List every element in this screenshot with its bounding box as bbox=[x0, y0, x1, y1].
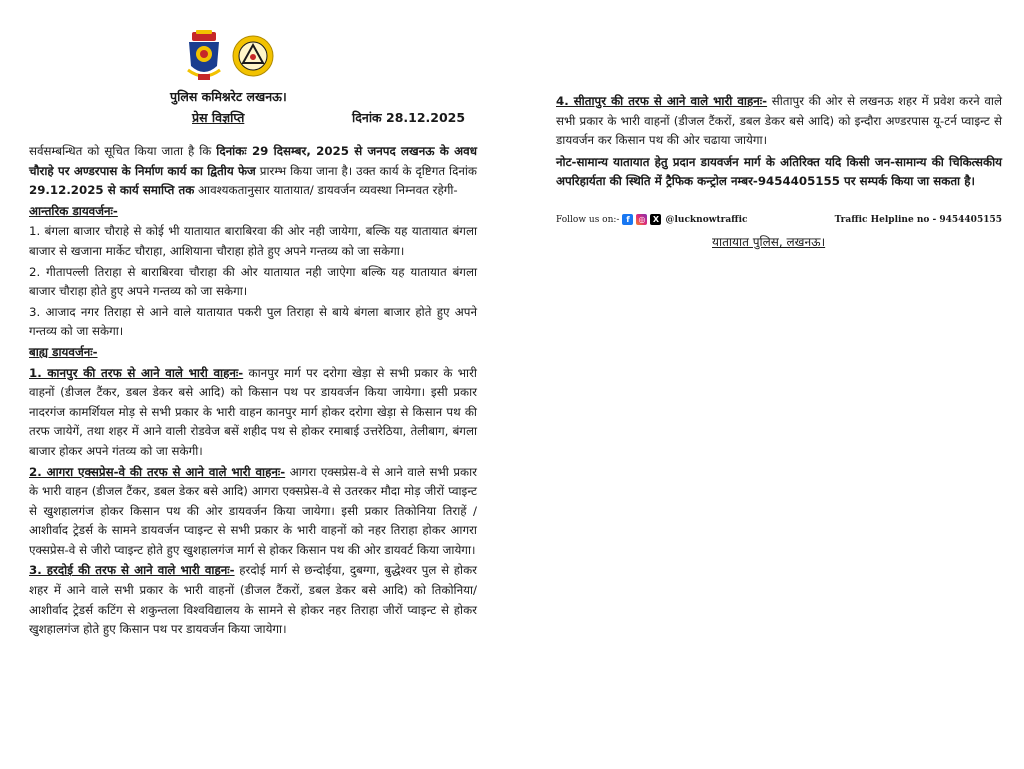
signature: यातायात पुलिस, लखनऊ। bbox=[712, 235, 826, 249]
traffic-police-logo-icon bbox=[232, 35, 274, 77]
left-column bbox=[29, 142, 477, 641]
follow-label: Follow us on:- bbox=[556, 214, 620, 225]
internal-item-1: 1. बंगला बाजार चौराहे से कोई भी यातायात बाराबिरवा की ओर नही जायेगा, बल्कि यह यातायात बंगला बाजार से खजाना मार्केट चौराहा, आशियाना चौराहा होते हुए अपने गन्तव्य को जा सकेगा। bbox=[29, 224, 477, 258]
external-item-2 bbox=[29, 463, 477, 561]
external-item-1-title: 1. कानपुर की तरफ से आने वाले भारी वाहनः- bbox=[29, 365, 244, 380]
external-item-3-text: हरदोई मार्ग से छन्दोईया, दुबग्गा, बुद्धेश्वर पुल से होकर शहर में आने वाले सभी प्रकार के भारी वाहनों (डीजल टैंकरों, डबल डेकर बसे आदि) को तिकोनिया/आशीर्वाद ट्रेडर्स कटिंग से शकुन्तला विश्वविद्यालय के सामने से होकर नहर तिराहा जीरों प्वाइन्ट से होकर खुशहालगंज होते हुए किसान पथ पर डायवर्जन किया जायेगा। bbox=[29, 563, 477, 637]
external-item-4-title: 4. सीतापुर की तरफ से आने वाले भारी वाहनः- bbox=[556, 94, 768, 108]
footer-follow-row bbox=[556, 214, 1002, 225]
right-column bbox=[556, 92, 1002, 193]
external-item-3 bbox=[29, 561, 477, 639]
note-paragraph: नोट-सामान्य यातायात हेतु प्रदान डायवर्जन मार्ग के अतिरिक्त यदि किसी जन-सामान्य की चिकित्सकीय अपरिहार्यता की स्थिति में ट्रैफिक कन्ट्रोल नम्बर-9454405155 पर सम्पर्क किया जा सकता है। bbox=[556, 154, 1002, 189]
social-handle[interactable]: @lucknowtraffic bbox=[665, 214, 748, 225]
press-release-heading: प्रेस विज्ञप्ति bbox=[192, 110, 245, 125]
organization-title: पुलिस कमिश्नरेट लखनऊ। bbox=[170, 89, 287, 104]
intro-text-1: सर्वसम्बन्धित को सूचित किया जाता है कि bbox=[29, 144, 217, 158]
intro-text-2: प्रारम्भ किया जाना है। उक्त कार्य के दृष्टिगत दिनांक bbox=[255, 163, 477, 178]
external-item-4 bbox=[556, 92, 1002, 151]
facebook-icon[interactable]: f bbox=[622, 214, 633, 225]
instagram-icon[interactable]: ◎ bbox=[636, 214, 647, 225]
helpline-number: Traffic Helpline no - 9454405155 bbox=[834, 214, 1002, 225]
external-item-2-text: आगरा एक्सप्रेस-वे से आने वाले सभी प्रकार के भारी वाहन (डीजल टैंकर, डबल डेकर बसे आदि) आगरा एक्सप्रेस-वे से उतरकर मौदा मोड़ जीरों प्वाइन्ट से खुशहालगंज होकर किसान पथ की ओर डायवर्जन किया जायेगा। इसी प्रकार तिकोनिया तिराहें / आशीर्वाद ट्रेडर्स के सामने डायवर्जन प्वाइन्ट से सभी प्रकार के भारी वाहनों को नहर तिराहा होकर आगरा एक्सप्रेस-वे से जीरो प्वाइन्ट होते हुए खुशहालगंज मार्ग से होकर किसान पथ की ओर डायवर्ट किया जायेगा। bbox=[29, 464, 478, 557]
intro-bold-1: दिनांकः 29 दिसम्बर, 2025 से जनपद लखनऊ के अवध चौराहे पर अण्डरपास के निर्माण कार्य का द्वितीय फेज bbox=[29, 144, 477, 178]
external-item-4-text: सीतापुर की ओर से लखनऊ शहर में प्रवेश करने वाले सभी प्रकार के भारी वाहनों (डीजल टैंकरों, डबल डेकर बसे आदि) को इन्दौरा अण्डरपास यू-टर्न प्वाइन्ट से डायवर्जन कर किसान पथ की ओर चढाया जायेगा। bbox=[556, 94, 1002, 148]
internal-item-3: 3. आजाद नगर तिराहा से आने वाले यातायात पकरी पुल तिराहा से बाये बंगला बाजार होते हुए अपने गन्तव्य को जा सकेगा। bbox=[29, 304, 477, 339]
external-item-1-text: कानपुर मार्ग पर दरोगा खेड़ा से सभी प्रकार के भारी वाहनों (डीजल टैंकर, डबल डेकर बसे आदि) को किसान पथ पर डायवर्जन किया जायेगा। इसी प्रकार नादरगंज कामर्शियल मोड़ से सभी प्रकार के भारी वाहन कानपुर मार्ग होकर दरोगा खेड़ा से किसान पथ की तरफ जायेगें, तथा शहर में आने वाली रोडवेज बसें शहीद पथ से होकर रमाबाई उत्तरेठिया, तेलीबाग, बंगला बाजार होकर अपने गंतव्य को जा सकेगी। bbox=[29, 365, 477, 458]
police-emblem-icon bbox=[184, 30, 224, 82]
intro-text-3: आवश्यकतानुसार यातायात/ डायवर्जन व्यवस्था निम्नवत रहेगी- bbox=[194, 183, 458, 198]
internal-item-2: 2. गीतापल्ली तिराहा से बाराबिरवा चौराहा की ओर यातायात नही जाऐगा बल्कि यह यातायात बंगला बाजार चौराहा होते हुए अपने गन्तव्य को जा सकेगा। bbox=[29, 264, 477, 299]
external-item-3-title: 3. हरदोई की तरफ से आने वाले भारी वाहनः- bbox=[29, 563, 235, 578]
external-diversion-heading: बाह्य डायवर्जनः- bbox=[29, 344, 98, 359]
internal-diversion-heading: आन्तरिक डायवर्जनः- bbox=[29, 203, 118, 218]
x-icon[interactable]: X bbox=[650, 214, 661, 225]
intro-bold-2: 29.12.2025 से कार्य समाप्ति तक bbox=[29, 183, 195, 198]
header-logos bbox=[184, 30, 274, 82]
external-item-1 bbox=[29, 364, 477, 462]
intro-paragraph bbox=[29, 142, 477, 201]
external-item-2-title: 2. आगरा एक्सप्रेस-वे की तरफ से आने वाले भारी वाहनः- bbox=[29, 464, 286, 479]
release-date: दिनांक 28.12.2025 bbox=[352, 110, 466, 125]
